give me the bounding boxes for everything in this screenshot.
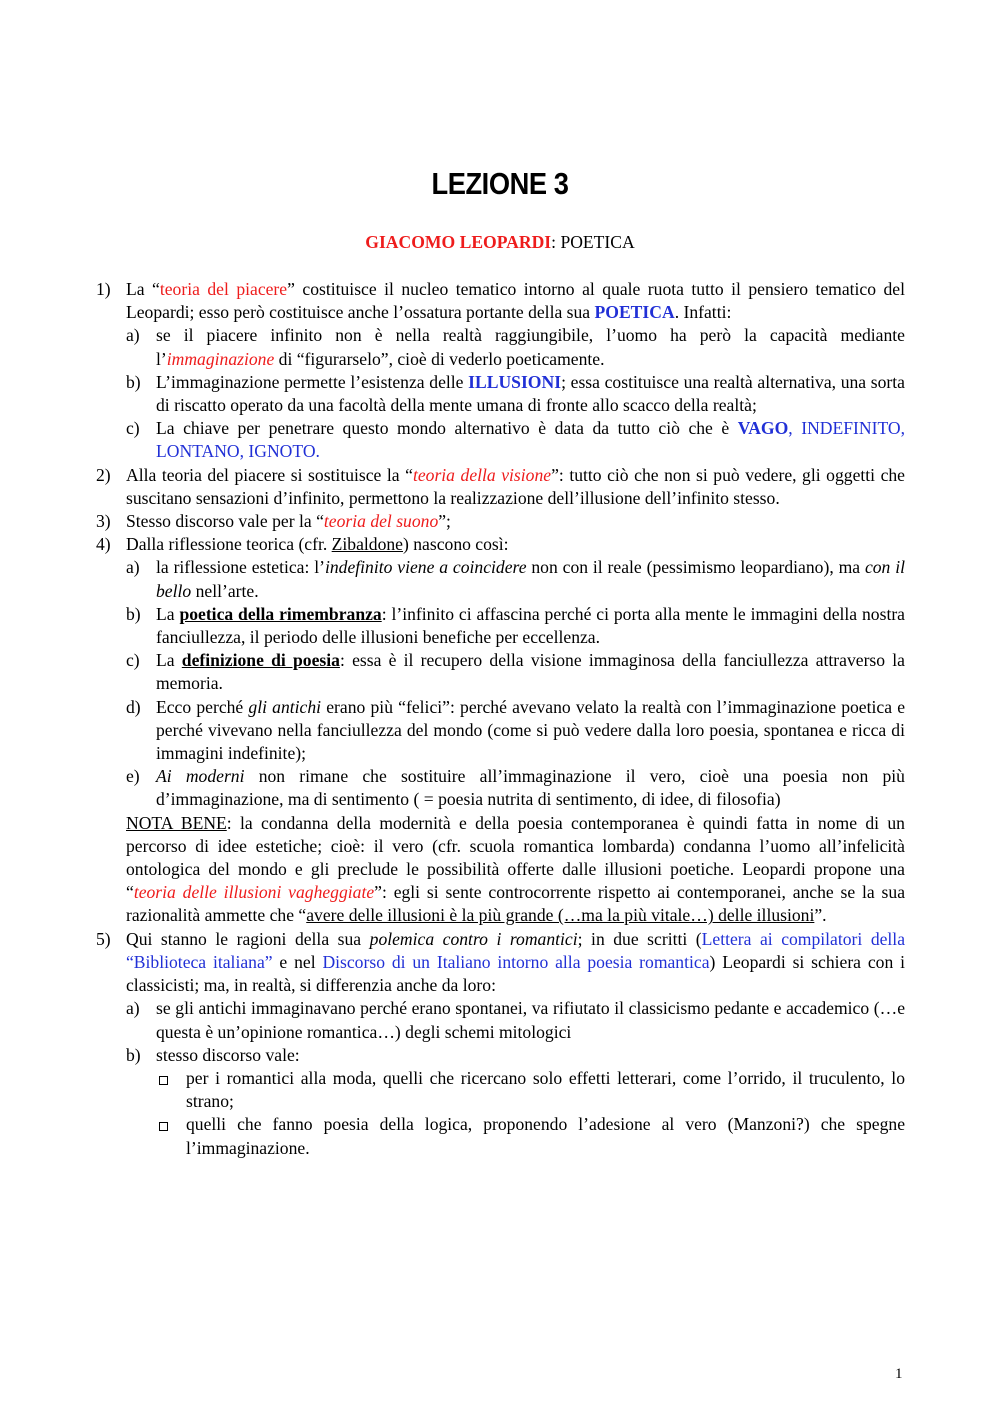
sub-item-letter: a) <box>126 998 140 1019</box>
highlight-red: immaginazione <box>166 348 275 369</box>
text-run: La “ <box>126 279 160 299</box>
sub-item-letter: a) <box>126 325 140 346</box>
sub-item-4b <box>126 603 905 649</box>
highlight-red: teoria del suono <box>323 511 439 532</box>
item-text <box>126 928 905 998</box>
text-run: stesso discorso vale: <box>156 1044 300 1065</box>
item-text <box>126 533 905 556</box>
list-item-1 <box>96 278 905 464</box>
subtitle-author: GIACOMO LEOPARDI <box>365 232 552 252</box>
text-run: non con il reale (pessimismo leopardiano), ma <box>526 557 865 578</box>
sub-item-4d <box>126 696 905 766</box>
italic-text: indefinito viene a coincidere <box>324 557 527 578</box>
text-run: ) nascono così: <box>403 534 509 555</box>
italic-text: polemica contro i romantici <box>369 928 578 949</box>
sub-item-letter: c) <box>126 418 140 439</box>
document-body <box>96 278 905 1160</box>
bullet-text: quelli che fanno poesia della logica, proponendo l’adesione al vero (Manzoni?) che spegne l’immaginazione. <box>186 1114 905 1158</box>
text-run: la riflessione estetica: l’ <box>156 557 325 578</box>
list-item-5 <box>96 928 905 1160</box>
sub-item-letter: e) <box>126 766 140 787</box>
item-number: 1) <box>96 279 111 299</box>
text-run: di “figurarselo”, cioè di vederlo poeticamente. <box>274 348 605 369</box>
underlined-text: avere delle illusioni è la più grande (…ma la più vitale…) delle illusioni <box>306 905 815 926</box>
highlight-red: teoria del piacere <box>159 279 288 299</box>
list-item-2 <box>96 464 905 510</box>
italic-text: con il bello <box>156 557 905 601</box>
text-run: L’immaginazione permette l’esistenza delle <box>156 371 469 392</box>
item-number: 5) <box>96 928 111 949</box>
highlight-blue: ILLUSIONI <box>468 371 562 392</box>
text-run: La chiave per penetrare questo mondo alternativo è data da tutto ciò che è <box>156 418 738 439</box>
checkbox-bullet-icon <box>159 1076 168 1085</box>
italic-text: Ai moderni <box>156 766 245 787</box>
text-run: ; in due scritti ( <box>577 928 702 949</box>
sub-item-letter: b) <box>126 1044 141 1065</box>
nota-bene-label: NOTA BENE <box>126 812 227 833</box>
sub-item-letter: a) <box>126 557 140 578</box>
text-run: nell’arte. <box>191 580 259 601</box>
text-run: Ecco perché <box>156 696 249 717</box>
item-number: 3) <box>96 511 111 532</box>
subtitle-topic: : POETICA <box>551 232 635 252</box>
bold-underlined-text: definizione di poesia <box>181 650 340 671</box>
bullet-text: per i romantici alla moda, quelli che ricercano solo effetti letterari, come l’orrido, il truculento, lo strano; <box>186 1067 905 1112</box>
text-run: ) Leopardi si schiera con i classicisti; ma, in realtà, si differenzia anche da loro: <box>126 951 905 996</box>
text-run: ”. <box>814 905 827 926</box>
text-run: ”; <box>438 511 451 532</box>
page-number: 1 <box>895 1366 903 1382</box>
sub-item-5a <box>126 997 905 1043</box>
highlight-blue: POETICA <box>594 302 675 323</box>
item-number: 2) <box>96 464 111 485</box>
highlight-blue: VAGO <box>737 418 789 439</box>
text-run: ” costituisce il nucleo tematico intorno al quale ruota tutto il pensiero tematico del Leopardi; esso però costituisce anche l’ossatura portante della sua <box>126 279 905 323</box>
text-run: non rimane che sostituire all’immaginazione il vero, cioè una poesia non più d’immaginazione, ma di sentimento ( = poesia nutrita di sentimento, di idee, di filosofia) <box>156 766 905 810</box>
sub-item-letter: b) <box>126 603 141 624</box>
text-run: Alla teoria del piacere si sostituisce la “ <box>126 464 413 485</box>
text-run: : la condanna della modernità e della poesia contemporanea è quindi fatta in nome di un percorso di idee estetiche; cioè: il vero (cfr. scuola romantica lombarda) condanna l’uomo all’infelicità ontologica del mondo e gli preclude le possibilità offerte dalle illusioni poetiche. Leopardi propone una “ <box>126 812 905 903</box>
text-run: e nel <box>272 951 323 972</box>
bullet-item <box>156 1113 905 1159</box>
sub-item-1b <box>126 371 905 417</box>
list-item-3 <box>96 510 905 533</box>
text-run: . Infatti: <box>674 302 732 323</box>
text-run: : essa è il recupero della visione immaginosa della fanciullezza attraverso la memoria. <box>156 650 905 694</box>
sub-item-4a <box>126 556 905 602</box>
sub-item-4e <box>126 765 905 811</box>
text-run: se gli antichi immaginavano perché erano spontanei, va rifiutato il classicismo pedante e accademico (…e questa è un’opinione romantica…) degli schemi mitologici <box>156 998 905 1042</box>
highlight-blue: , INDEFINITO, LONTANO, IGNOTO. <box>156 418 906 462</box>
text-run: Dalla riflessione teorica (cfr. <box>126 534 332 555</box>
sub-item-1c <box>126 417 905 463</box>
highlight-red: teoria della visione <box>412 464 552 485</box>
text-run: La <box>156 603 180 624</box>
text-run: se il piacere infinito non è nella realtà raggiungibile, l’uomo ha però la capacità mediante l’ <box>156 325 905 369</box>
text-run: ”: tutto ciò che non si può vedere, gli oggetti che suscitano sensazioni d’infinito, permettono la realizzazione dell’illusione dell’infinito stesso. <box>126 464 905 508</box>
item-number: 4) <box>96 534 111 555</box>
page-title: LEZIONE 3 <box>431 166 569 201</box>
sub-item-letter: c) <box>126 650 140 671</box>
item-text <box>126 278 905 324</box>
sub-item-1a <box>126 324 905 370</box>
text-run: ”: egli si sente controcorrente rispetto ai contemporanei, anche se la sua razionalità ammette che “ <box>126 882 906 926</box>
checkbox-bullet-icon <box>159 1122 168 1131</box>
sub-item-5b <box>126 1044 905 1160</box>
text-run: : l’infinito ci affascina perché ci porta alla mente le immagini della nostra fanciullezza, il periodo delle illusioni benefiche per eccellenza. <box>156 603 905 648</box>
list-item-4 <box>96 533 905 927</box>
highlight-blue: Discorso di un Italiano intorno alla poesia romantica <box>322 951 710 972</box>
bullet-item <box>156 1067 905 1113</box>
underlined-text: Zibaldone <box>331 534 403 555</box>
italic-text: gli antichi <box>248 696 322 717</box>
text-run: ; essa costituisce una realtà alternativa, una sorta di riscatto operato da una facoltà della mente umana di fronte allo scacco della realtà; <box>156 371 905 416</box>
text-run: Qui stanno le ragioni della sua <box>126 928 370 949</box>
page-subtitle <box>0 232 1000 253</box>
nota-bene-paragraph <box>126 812 905 928</box>
highlight-red: teoria delle illusioni vagheggiate <box>133 882 375 903</box>
sub-item-letter: d) <box>126 696 141 717</box>
sub-item-letter: b) <box>126 371 141 392</box>
text-run: erano più “felici”: perché avevano velato la realtà con l’immaginazione poetica e perché vivevano nella fanciullezza del mondo (come si può vedere dalla loro poesia, spontanea e ricca di immagini indefinite); <box>156 696 905 764</box>
bold-underlined-text: poetica della rimembranza <box>179 603 382 624</box>
highlight-blue: Lettera ai compilatori della “Biblioteca italiana” <box>126 928 906 972</box>
text-run: Stesso discorso vale per la “ <box>126 511 324 532</box>
text-run: La <box>156 650 182 671</box>
sub-item-4c <box>126 649 905 695</box>
